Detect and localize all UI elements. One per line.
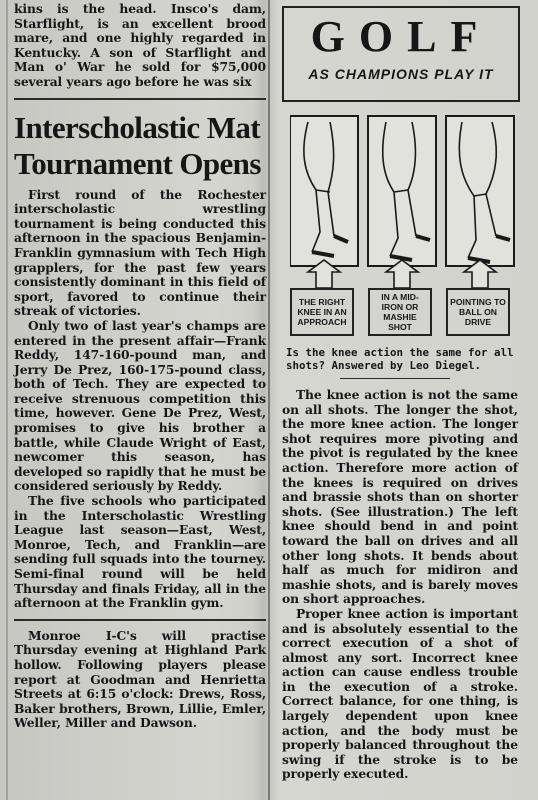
article-paragraph-3: The five schools who participated in the Interscholastic Wrestling League last season—East, West, Monroe, Tech, and Franklin—are sending full squads into the tourney. Semi-final round will be held Thursday and finals Friday, all in the afternoon at the Franklin gym.	[14, 493, 266, 611]
right-column	[282, 388, 518, 782]
left-edge-rule	[6, 0, 8, 800]
section-rule	[14, 98, 266, 100]
legs-illustration	[290, 112, 516, 288]
knee-illustration	[290, 112, 516, 340]
caption-drive: POINTING TO BALL ON DRIVE	[446, 288, 510, 336]
question-text: Is the knee action the same for all shots? Answered by Leo Diegel.	[286, 346, 514, 372]
caption-mid-iron: IN A MID-IRON OR MASHIE SHOT	[368, 288, 432, 336]
golf-header-box	[282, 6, 520, 102]
left-column	[14, 0, 266, 731]
golf-title: GOLF	[310, 12, 492, 61]
golf-subtitle: AS CHAMPIONS PLAY IT	[308, 66, 494, 82]
brief-paragraph: Monroe I-C's will practise Thursday evening at Highland Park hollow. Following players please report at Goodman and Henrietta Streets at 6:15 o'clock: Drews, Ross, Baker brothers, Brown, Lillie, Emler, Weller, Miller and Dawson.	[14, 627, 266, 731]
headline-line-2: Tournament Opens	[14, 145, 261, 181]
intro-paragraph: kins is the head. Insco's dam, Starflight, is an excellent brood mare, and one highly regarded in Kentucky. A son of Starflight and Man o' War he sold for $75,000 several years ago before he was six	[14, 1, 266, 89]
article-paragraph-1: First round of the Rochester interscholastic wrestling tournament is being conducted this afternoon in the spacious Benjamin-Franklin gymnasium with Tech High grapplers, for the past few years consistently dominant in this field of sport, favored to continue their streak of victories.	[14, 186, 266, 319]
headline-line-1: Interscholastic Mat	[14, 109, 261, 145]
caption-approach: THE RIGHT KNEE IN AN APPROACH	[290, 288, 354, 336]
column-divider	[268, 0, 270, 800]
article-paragraph-2: Only two of last year's champs are entered in the present affair—Frank Reddy, 147-160-pound man, and Jerry De Prez, 160-175-pound class, both of Tech. They are expected to receive strenuous competition this time, however. Gene De Prez, West, promises to give his brother a battle, while Claude Wright of East, newcomer this season, has developed so rapidly that he must be considered seriously by Reddy.	[14, 317, 266, 494]
answer-paragraph-2: Proper knee action is important and is absolutely essential to the correct execution of a shot of almost any sort. Incorrect knee action can cause endless trouble in the execution of a stroke. Correct balance, for one thing, is largely dependent upon knee action, and the body must be properly balanced throughout the swing if the stroke is to be properly executed.	[282, 605, 518, 782]
answer-paragraph-1: The knee action is not the same on all shots. The longer the shot, the more knee action. The longer shot requires more pivoting and the pivot is regulated by the knee action. Therefore more action of the knees is required on drives and brassie shots than on shorter shots. (See illustration.) The left knee should bend in and point toward the ball on drives and all other long shots. It bends about half as much for midiron and mashie shots, and is barely moves on short approaches.	[282, 387, 518, 607]
question-rule	[340, 378, 450, 379]
brief-rule	[14, 619, 266, 621]
